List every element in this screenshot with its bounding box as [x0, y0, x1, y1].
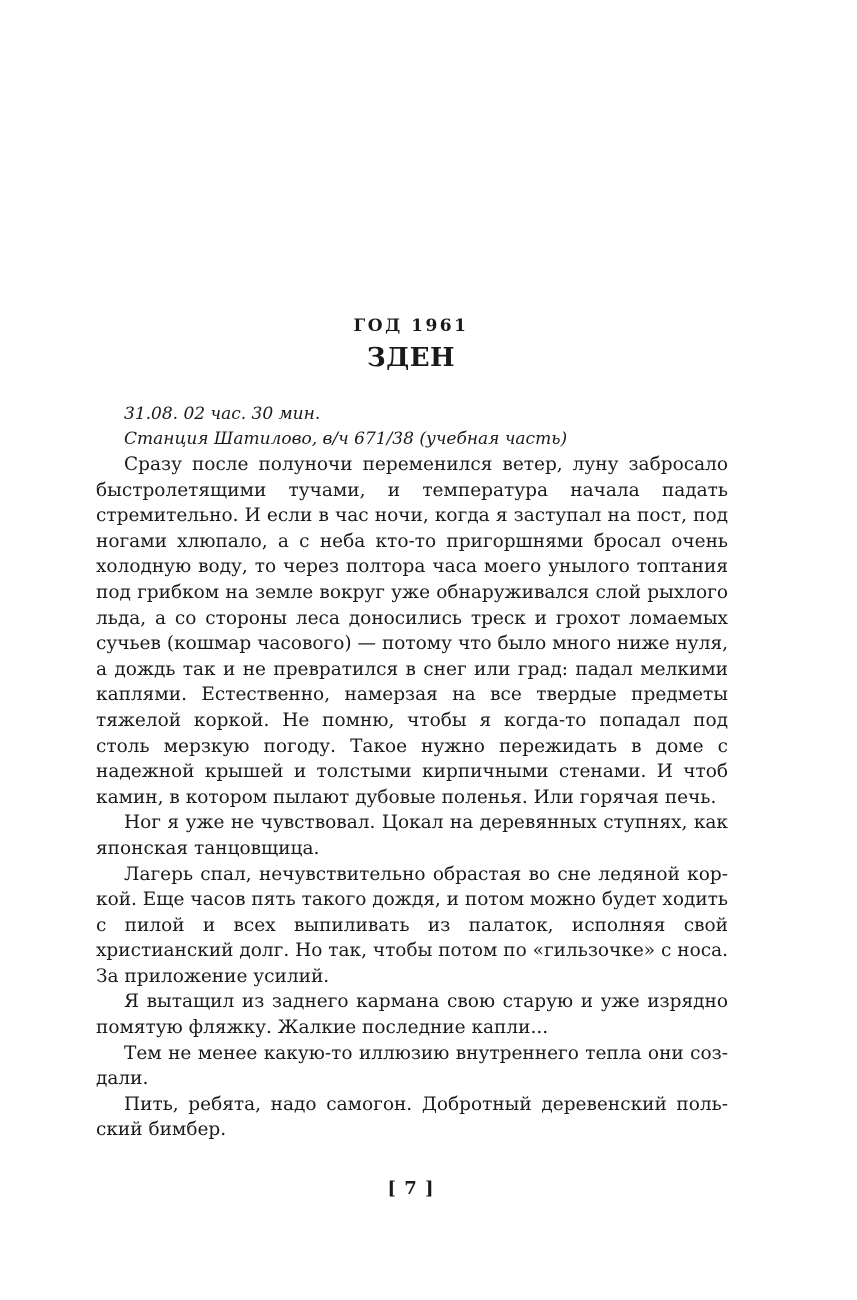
epigraph-location: Станция Шатилово, в/ч 671/38 (учебная часть)	[124, 429, 568, 449]
paragraph: Я вытащил из заднего кармана свою старую и уже изрядно помятую фляжку. Жалкие последние капли...	[96, 991, 728, 1039]
paragraph: Лагерь спал, нечувствительно обрастая во сне ледяной коркой. Еще часов пять такого дождя, и потом можно будет ходить с пилой и всех выпиливать из палаток, исполняя свой христианский долг. Но так, чтобы потом по «гильзочке» с носа. За приложение усилий.	[96, 863, 728, 987]
epigraph	[124, 402, 744, 452]
paragraph: Сразу после полуночи переменился ветер, луну забросало быстролетящими тучами, и температура начала падать стремительно. И если в час ночи, когда я заступал на пост, под ногами хлюпало, а с неба кто-то пригоршнями бросал очень холодную воду, то через полтора часа моего унылого топтания под грибком на земле вокруг уже обнаруживался слой рыхлого льда, а со стороны леса доносились треск и грохот ломаемых сучьев (кошмар часового) — потому что было много ниже нуля, а дождь так и не превратился в снег или град: падал мелкими каплями. Естественно, намерзая на все твердые предметы тяжелой коркой. Не помню, чтобы я когда-то попадал под столь мерзкую погоду. Такое нужно пережидать в доме с надежной крышей и толстыми кирпичными стенами. И чтоб камин, в котором пылают дубовые поленья. Или горячая печь.	[96, 454, 728, 808]
paragraph: Ног я уже не чувствовал. Цокал на деревянных ступнях, как японская танцовщица.	[96, 812, 728, 859]
paragraph: Пить, ребята, надо самогон. Добротный деревенский польский бимбер.	[96, 1093, 728, 1141]
body-text	[96, 452, 728, 1143]
page-number: [ 7 ]	[387, 1178, 435, 1199]
chapter-title: ЗДЕН	[366, 343, 456, 373]
paragraph: Тем не менее какую-то иллюзию внутреннего тепла они создали.	[96, 1042, 728, 1090]
epigraph-datetime: 31.08. 02 час. 30 мин.	[124, 404, 321, 424]
section-year-heading: ГОД 1961	[353, 316, 469, 336]
